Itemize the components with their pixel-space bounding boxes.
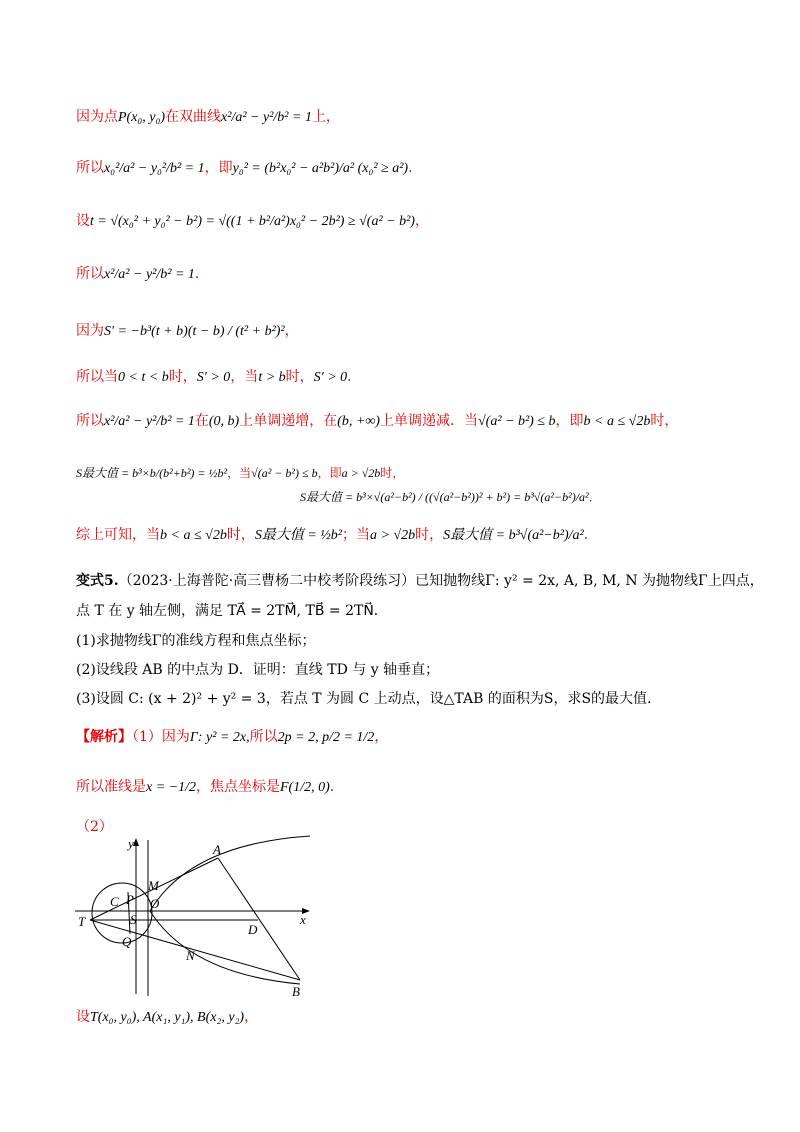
text: ， [284, 323, 299, 339]
equation: y₀² = (b²x₀² − a²b²)/a² (x₀² ≥ a²) [232, 161, 409, 176]
analysis-tag: 【解析】 [76, 729, 132, 745]
text: ． [588, 490, 601, 504]
text: 上单调递减．当 [379, 413, 478, 429]
problem-stem-1 [76, 570, 764, 592]
text: 时， [285, 369, 314, 385]
text: 设 [76, 213, 90, 229]
interval: (0, b) [208, 414, 240, 429]
problem-title: 变式5. [76, 573, 119, 589]
parabola-figure [70, 834, 330, 1004]
text: ，即 [204, 160, 233, 176]
equation: S最大值 = b³×√(a²−b²) / ((√(a²−b²))² + b²) = b³√(a²−b²)/a² [300, 490, 589, 504]
equation: b < a ≤ √2b [160, 528, 227, 543]
label-n: N [186, 948, 195, 963]
text: ，即 [555, 413, 584, 429]
label-q: Q [122, 934, 132, 949]
coordinates: T(x₀, y₀), A(x₁, y₁), B(x₂, y₂) [90, 1010, 245, 1025]
text: ，焦点坐标是 [196, 779, 280, 795]
label-o: O [150, 896, 160, 911]
text: 时， [415, 527, 444, 543]
text: 因为点 [76, 109, 118, 125]
question-text: (1)求抛物线Γ的准线方程和焦点坐标； [76, 633, 316, 649]
text: ． [583, 527, 598, 543]
text: ， [244, 1009, 259, 1025]
solution-line-6 [76, 366, 740, 389]
text: 所以 [76, 413, 104, 429]
equation: √(a² − b²) ≤ b [477, 414, 556, 429]
text: 所以 [76, 266, 104, 282]
y-axis-arrow [133, 838, 139, 846]
equation: S′ = −b³(t + b)(t − b) / (t² + b²)² [104, 324, 285, 339]
text: 时， [168, 369, 197, 385]
text: ， [414, 213, 429, 229]
solution-line-7 [76, 410, 740, 433]
text: 时， [226, 527, 255, 543]
label-p: P [126, 892, 134, 907]
label-a: A [213, 842, 221, 857]
text: 所以当 [76, 369, 118, 385]
segment-tb [90, 920, 300, 980]
text: 时， [380, 466, 405, 480]
equation: S最大值 = ½b² [254, 528, 342, 543]
text: ，当 [227, 466, 252, 480]
text: （2） [76, 819, 113, 835]
equation: b < a ≤ √2b [583, 414, 651, 429]
solution-line-9 [76, 524, 740, 547]
question-1 [76, 630, 740, 652]
problem-stem: 已知抛物线Γ: y² = 2x, A, B, M, N 为抛物线Γ上四点， [415, 573, 764, 589]
label-s: S [130, 912, 137, 927]
equation: √(a² − b²) ≤ b [251, 466, 318, 480]
equation: S最大值 = b³√(a²−b²)/a² [443, 528, 584, 543]
label-c: C [110, 894, 119, 909]
text: （1）因为 [132, 729, 190, 745]
text: 所以 [249, 729, 278, 745]
label-b: B [292, 984, 300, 999]
problem-stem: 点 T 在 y 轴左侧，满足 TA⃗ = 2TM⃗, TB⃗ = 2TN⃗． [76, 603, 388, 619]
text: 因为 [76, 323, 104, 339]
question-2 [76, 659, 740, 681]
text: 上， [311, 109, 340, 125]
solution-line-3 [76, 210, 740, 233]
solution-line-2 [76, 157, 740, 180]
point-p: P(x₀, y₀) [118, 110, 166, 125]
equation: x²/a² − y²/b² = 1 [104, 267, 195, 282]
text: ，当 [230, 369, 259, 385]
question-3 [76, 688, 740, 710]
label-y: y [128, 836, 134, 851]
text: ，即 [317, 466, 342, 480]
text: ， [374, 729, 389, 745]
equation: 2p = 2, p/2 = 1/2 [277, 730, 375, 745]
equation: S′ > 0 [313, 370, 348, 385]
focus-point: F(1/2, 0) [280, 780, 330, 795]
equation: x = −1/2 [146, 780, 196, 795]
label-x: x [300, 912, 306, 927]
label-d: D [248, 922, 258, 937]
text: 在双曲线 [165, 109, 222, 125]
text: 所以准线是 [76, 779, 146, 795]
label-m: M [148, 878, 159, 893]
text: ． [408, 160, 423, 176]
text: 在 [194, 413, 209, 429]
solution-step-2 [76, 776, 740, 799]
equation: t = √(x₀² + y₀² − b²) = √((1 + b²/a²)x₀² − 2b²) ≥ √(a² − b²) [90, 214, 415, 229]
equation: a > √2b [341, 466, 381, 480]
equation: Γ: y² = 2x, [189, 730, 250, 745]
question-text: (2)设线段 AB 的中点为 D．证明：直线 TD 与 y 轴垂直； [76, 662, 440, 678]
text: 时， [650, 413, 679, 429]
solution-line-8b [300, 486, 740, 508]
equation: S最大值 = b³×b/(b²+b²) = ½b² [76, 466, 228, 480]
question-text: (3)设圆 C: (x + 2)² + y² = 3，若点 T 为圆 C 上动点，设△TAB 的面积为S，求S的最大值. [76, 691, 652, 707]
solution-line-5 [76, 320, 740, 343]
segment-ab [218, 858, 300, 980]
text: ． [194, 266, 209, 282]
equation: x₀²/a² − y₀²/b² = 1 [104, 161, 205, 176]
equation: t > b [258, 370, 286, 385]
text: 上单调递增，在 [239, 413, 338, 429]
equation: S′ > 0 [196, 370, 231, 385]
interval: (b, +∞) [337, 414, 380, 429]
text: 设 [76, 1009, 90, 1025]
equation: x²/a² − y²/b² = 1 [104, 414, 195, 429]
text: ；当 [341, 527, 370, 543]
solution-step-4 [76, 1006, 740, 1029]
problem-stem-2 [76, 600, 740, 622]
solution-line-4 [76, 263, 740, 286]
text: 所以 [76, 160, 104, 176]
equation: 0 < t < b [118, 370, 169, 385]
solution-line-1 [76, 106, 740, 129]
label-t: T [78, 914, 86, 929]
text: ． [329, 779, 344, 795]
text: 综上可知，当 [76, 527, 160, 543]
equation: a > √2b [369, 528, 416, 543]
text: ． [347, 369, 362, 385]
solution-line-8 [76, 462, 740, 484]
hyperbola-equation: x²/a² − y²/b² = 1 [221, 110, 312, 125]
solution-step-1 [76, 726, 740, 749]
parabola [150, 836, 310, 984]
problem-source: （2023·上海普陀·高三曹杨二中校考阶段练习） [118, 573, 416, 589]
